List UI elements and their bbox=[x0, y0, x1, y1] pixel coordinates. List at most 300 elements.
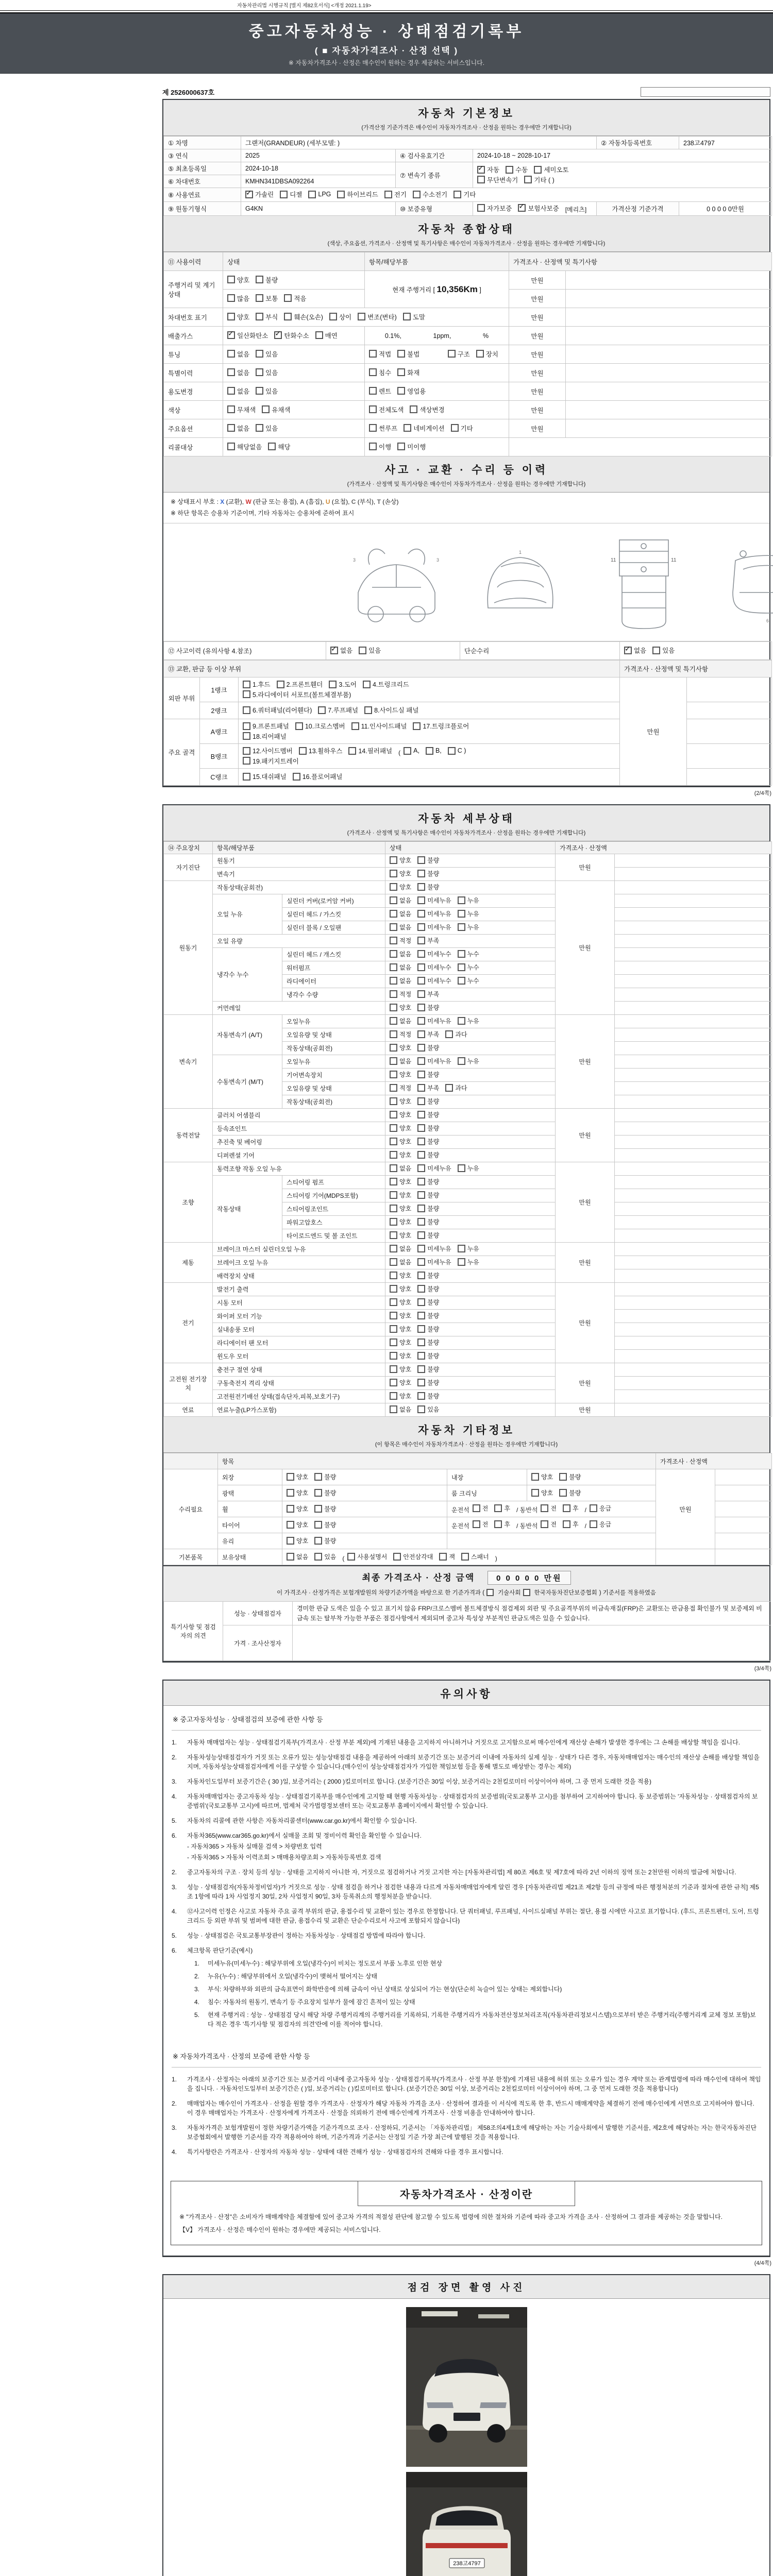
checkbox-양호[interactable] bbox=[287, 1489, 294, 1497]
checkbox-전[interactable] bbox=[541, 1520, 548, 1528]
checkbox-불량[interactable] bbox=[417, 1285, 425, 1293]
checkbox-양호[interactable] bbox=[531, 1489, 539, 1497]
checkbox-14-필러패널[interactable] bbox=[348, 747, 356, 755]
checkbox-option-양호 bbox=[390, 1338, 411, 1347]
checkbox-누유[interactable] bbox=[458, 910, 465, 918]
final-price-basis-post: ) 기준서를 적용하였음 bbox=[599, 1590, 656, 1597]
checkbox-불량[interactable] bbox=[256, 276, 263, 283]
checkbox-미세누수[interactable] bbox=[417, 977, 425, 985]
checkbox-16-플로어패널[interactable] bbox=[293, 773, 300, 781]
checkbox-과다[interactable] bbox=[445, 1084, 453, 1092]
checkbox-있음[interactable] bbox=[256, 368, 263, 376]
checkbox-option-없음 bbox=[390, 976, 411, 985]
checkbox-10-크로스멤버[interactable] bbox=[295, 722, 303, 730]
checkbox-렌트[interactable] bbox=[369, 387, 377, 395]
checkbox-수동[interactable] bbox=[506, 166, 513, 174]
checkbox-자동[interactable] bbox=[477, 166, 485, 174]
checkbox-있음[interactable] bbox=[652, 647, 660, 654]
checkbox-불량[interactable] bbox=[559, 1489, 567, 1497]
checkbox-많음[interactable] bbox=[227, 294, 235, 302]
checkbox-option-미세누수 bbox=[417, 976, 451, 985]
cell bbox=[715, 1469, 772, 1485]
checkbox-양호[interactable] bbox=[390, 1352, 397, 1360]
cell bbox=[656, 1549, 715, 1565]
checkbox-없음[interactable] bbox=[227, 424, 235, 432]
checkbox-5-라디에이터-서포트-볼트체결부품[interactable] bbox=[243, 690, 250, 698]
checkbox-없음[interactable] bbox=[624, 647, 632, 654]
checkbox-불량[interactable] bbox=[417, 1352, 425, 1360]
checkbox-양호[interactable] bbox=[390, 1312, 397, 1319]
final-price-basis bbox=[163, 1588, 769, 1597]
checkbox-12-사이드멤버[interactable] bbox=[243, 747, 250, 755]
notice-item-text: 자동차 매매업자는 성능 · 상태점검기록부(가격조사 · 산정 부분 제외)에 기재된 내용을 고지하지 아니하거나 거짓으로 고지함으로써 매수인에게 재산상 손해가 발생한 경우에는 그 손해를 배상할 책임을 집니다. bbox=[187, 1739, 741, 1747]
checkbox-불량[interactable] bbox=[314, 1505, 322, 1513]
cell bbox=[385, 1336, 556, 1350]
checkbox-8-사이드실-패널[interactable] bbox=[364, 706, 372, 714]
checkbox-부족[interactable] bbox=[417, 1084, 425, 1092]
checkbox-없음[interactable] bbox=[390, 1164, 397, 1172]
checkbox-불량[interactable] bbox=[417, 1138, 425, 1145]
checkbox-양호[interactable] bbox=[390, 883, 397, 891]
checkbox-7-루프패널[interactable] bbox=[318, 706, 326, 714]
checkbox-탄화수소[interactable] bbox=[274, 331, 282, 339]
checkbox-불량[interactable] bbox=[314, 1537, 322, 1545]
checkbox-18-리어패널[interactable] bbox=[243, 732, 250, 740]
checkbox-불량[interactable] bbox=[417, 1325, 425, 1333]
checkbox-17-트렁크플로어[interactable] bbox=[413, 722, 421, 730]
checkbox-jindan-association[interactable] bbox=[523, 1589, 530, 1596]
cell: ① 차명 bbox=[164, 137, 241, 149]
checkbox-a[interactable] bbox=[404, 747, 411, 755]
checkbox-15-대쉬패널[interactable] bbox=[243, 773, 250, 781]
checkbox-1-후드[interactable] bbox=[243, 681, 250, 688]
notice-item-number: 4. bbox=[172, 1793, 177, 1801]
checkbox-양호[interactable] bbox=[287, 1521, 294, 1529]
checkbox-기타[interactable] bbox=[451, 424, 459, 432]
checkbox-양호[interactable] bbox=[390, 1111, 397, 1118]
checkbox-해당없음[interactable] bbox=[227, 443, 235, 450]
checkbox-label: 적법 bbox=[379, 350, 392, 358]
checkbox-option-없음 bbox=[227, 368, 249, 377]
checkbox-없음[interactable] bbox=[390, 1258, 397, 1266]
checkbox-네비게이션[interactable] bbox=[404, 424, 411, 432]
checkbox-미세누유[interactable] bbox=[417, 1164, 425, 1172]
cell bbox=[615, 1403, 772, 1417]
notice-item bbox=[172, 2099, 761, 2117]
checkbox-양호[interactable] bbox=[390, 1365, 397, 1373]
checkbox-6-쿼터패널-리어휀다[interactable] bbox=[243, 706, 250, 714]
checkbox-없음[interactable] bbox=[390, 950, 397, 958]
checkbox-전[interactable] bbox=[473, 1520, 480, 1528]
checkbox-일산화탄소[interactable] bbox=[227, 331, 235, 339]
checkbox-적법[interactable] bbox=[369, 350, 377, 358]
cell bbox=[447, 1533, 656, 1549]
checkbox-lpg[interactable] bbox=[308, 191, 316, 198]
checkbox-label: 양호 bbox=[399, 1192, 412, 1199]
checkbox-누유[interactable] bbox=[458, 896, 465, 904]
checkbox-전기[interactable] bbox=[384, 191, 392, 198]
checkbox-매연[interactable] bbox=[315, 331, 323, 339]
checkbox-썬루프[interactable] bbox=[369, 424, 377, 432]
checkbox-있음[interactable] bbox=[256, 387, 263, 395]
checkbox-양호[interactable] bbox=[390, 1205, 397, 1212]
checkbox-있음[interactable] bbox=[256, 350, 263, 358]
checkbox-이행[interactable] bbox=[369, 443, 377, 450]
checkbox-불량[interactable] bbox=[314, 1521, 322, 1529]
checkbox-응급[interactable] bbox=[590, 1504, 597, 1512]
checkbox-해당[interactable] bbox=[268, 443, 276, 450]
checkbox-양호[interactable] bbox=[390, 1338, 397, 1346]
checkbox-label: 불량 bbox=[569, 1473, 581, 1481]
table-row bbox=[164, 935, 772, 948]
checkbox-전[interactable] bbox=[541, 1504, 548, 1512]
cell bbox=[385, 1390, 556, 1403]
cell: 배력장치 상태 bbox=[213, 1269, 385, 1283]
checkbox-잭[interactable] bbox=[439, 1553, 447, 1561]
checkbox-불량[interactable] bbox=[417, 1111, 425, 1118]
checkbox-안전삼각대[interactable] bbox=[393, 1553, 401, 1561]
checkbox-무채색[interactable] bbox=[227, 405, 235, 413]
checkbox-전체도색[interactable] bbox=[369, 405, 377, 413]
checkbox-없음[interactable] bbox=[390, 896, 397, 904]
checkbox-적정[interactable] bbox=[390, 990, 397, 998]
checkbox-미세누유[interactable] bbox=[417, 896, 425, 904]
checkbox-없음[interactable] bbox=[330, 647, 338, 654]
checkbox-양호[interactable] bbox=[227, 276, 235, 283]
checkbox-불량[interactable] bbox=[417, 1231, 425, 1239]
checkbox-양호[interactable] bbox=[287, 1505, 294, 1513]
checkbox-수소전기[interactable] bbox=[413, 191, 421, 198]
checkbox-후[interactable] bbox=[563, 1520, 570, 1528]
checkbox-부족[interactable] bbox=[417, 937, 425, 944]
cell bbox=[615, 1015, 772, 1028]
checkbox-불량[interactable] bbox=[417, 1272, 425, 1279]
checkbox-option-해당 bbox=[268, 442, 290, 451]
checkbox-없음[interactable] bbox=[390, 1017, 397, 1025]
checkbox-훼손-오손[interactable] bbox=[284, 313, 292, 320]
cell bbox=[615, 1243, 772, 1256]
checkbox-디젤[interactable] bbox=[280, 191, 288, 198]
checkbox-누유[interactable] bbox=[458, 1258, 465, 1266]
checkbox-누수[interactable] bbox=[458, 977, 465, 985]
checkbox-양호[interactable] bbox=[390, 1044, 397, 1052]
legend-line-2: ※ 하단 항목은 승용차 기준이며, 기타 자동차는 승용차에 준하여 표시 bbox=[171, 509, 355, 517]
checkbox-option-미세누유 bbox=[417, 896, 451, 905]
checkbox-없음[interactable] bbox=[390, 963, 397, 971]
cell bbox=[385, 1162, 556, 1176]
checkbox-option-잭 bbox=[439, 1552, 455, 1561]
checkbox-사용설명서[interactable] bbox=[347, 1553, 355, 1561]
checkbox-구조[interactable] bbox=[448, 350, 456, 358]
checkbox-침수[interactable] bbox=[369, 368, 377, 376]
table-row bbox=[164, 137, 772, 149]
checkbox-없음[interactable] bbox=[227, 368, 235, 376]
checkbox-스패너[interactable] bbox=[461, 1553, 469, 1561]
checkbox-없음[interactable] bbox=[390, 923, 397, 931]
checkbox-불량[interactable] bbox=[417, 883, 425, 891]
checkbox-과다[interactable] bbox=[445, 1030, 453, 1038]
cell bbox=[615, 1162, 772, 1176]
checkbox-b[interactable] bbox=[426, 747, 433, 755]
cell bbox=[687, 769, 772, 786]
checkbox-불량[interactable] bbox=[417, 1191, 425, 1199]
checkbox-없음[interactable] bbox=[390, 1057, 397, 1065]
section-detail-subtitle: (가격조사 · 산정액 및 특기사항은 매수인이 자동차가격조사 · 산정을 원하는 경우에만 기재합니다) bbox=[347, 830, 586, 837]
checkbox-미세누수[interactable] bbox=[417, 963, 425, 971]
checkbox-option-유채색 bbox=[262, 405, 290, 414]
cell bbox=[615, 1377, 772, 1390]
checkbox-불량[interactable] bbox=[417, 1312, 425, 1319]
checkbox-양호[interactable] bbox=[390, 1151, 397, 1159]
checkbox-11-인사이드패널[interactable] bbox=[351, 722, 359, 730]
checkbox-4-트렁크리드[interactable] bbox=[363, 681, 371, 688]
checkbox-9-프론트패널[interactable] bbox=[243, 722, 250, 730]
checkbox-보통[interactable] bbox=[256, 294, 263, 302]
checkbox-후[interactable] bbox=[494, 1520, 502, 1528]
checkbox-불량[interactable] bbox=[314, 1489, 322, 1497]
checkbox-option-불량 bbox=[417, 856, 439, 865]
checkbox-label: 불량 bbox=[427, 1299, 440, 1307]
checkbox-적정[interactable] bbox=[390, 1030, 397, 1038]
checkbox-없음[interactable] bbox=[227, 350, 235, 358]
cell: 만원 bbox=[509, 401, 566, 419]
checkbox-양호[interactable] bbox=[287, 1473, 294, 1481]
checkbox-없음[interactable] bbox=[390, 977, 397, 985]
cell: 와이퍼 모터 기능 bbox=[213, 1310, 385, 1323]
checkbox-부족[interactable] bbox=[417, 990, 425, 998]
checkbox-불량[interactable] bbox=[417, 1298, 425, 1306]
checkbox-양호[interactable] bbox=[390, 1379, 397, 1386]
checkbox-없음[interactable] bbox=[287, 1553, 294, 1561]
checkbox-gisulsahoe[interactable] bbox=[486, 1589, 494, 1596]
checkbox-양호[interactable] bbox=[227, 313, 235, 320]
checkbox-2-프론트휀더[interactable] bbox=[277, 681, 284, 688]
checkbox-적정[interactable] bbox=[390, 937, 397, 944]
checkbox-양호[interactable] bbox=[390, 1138, 397, 1145]
checkbox-불량[interactable] bbox=[417, 1365, 425, 1373]
notice-item-text: 자동차매매업자는 중고자동차 성능 · 상태점검기록부를 매수인에게 고지할 때 현행 자동차성능 · 상태점검자의 보증범위(국토교통부 고시)를 첨부하여 고지하여야 합니다. 동 보증범위는 '자동차성능 · 상태점검자의 보증범위'(국토교통부 고시)에 따르며, 법제처 국가법령정보센터 또는 국토교통부 홈페이지에서 확인할 수 있습니다. bbox=[187, 1793, 758, 1810]
checkbox-기타[interactable] bbox=[524, 176, 532, 183]
checkbox-누유[interactable] bbox=[458, 923, 465, 931]
checkbox-하이브리드[interactable] bbox=[337, 191, 345, 198]
checkbox-없음[interactable] bbox=[227, 387, 235, 395]
option-text: ( bbox=[398, 749, 401, 756]
checkbox-option-있음 bbox=[652, 646, 675, 655]
cell: 만원 bbox=[556, 1403, 615, 1417]
checkbox-option-누유 bbox=[458, 1057, 479, 1065]
checkbox-누유[interactable] bbox=[458, 1164, 465, 1172]
option-text: / 동반석 bbox=[516, 1506, 538, 1514]
checkbox-label: 누유 bbox=[467, 1165, 479, 1173]
checkbox-불량[interactable] bbox=[417, 870, 425, 877]
checkbox-불량[interactable] bbox=[417, 1379, 425, 1386]
checkbox-양호[interactable] bbox=[390, 1392, 397, 1400]
checkbox-label: 부족 bbox=[427, 1084, 440, 1092]
table-row bbox=[164, 327, 772, 345]
checkbox-상이[interactable] bbox=[329, 313, 337, 320]
checkbox-있음[interactable] bbox=[359, 647, 366, 654]
checkbox-불량[interactable] bbox=[417, 1097, 425, 1105]
notice-item bbox=[172, 1738, 761, 1747]
cell: 동력조향 작동 오일 누유 bbox=[213, 1162, 385, 1176]
checkbox-없음[interactable] bbox=[390, 1405, 397, 1413]
checkbox-option-양호 bbox=[390, 1204, 411, 1213]
cell: 2025 bbox=[241, 149, 396, 162]
checkbox-불량[interactable] bbox=[417, 1071, 425, 1078]
checkbox-불량[interactable] bbox=[417, 856, 425, 864]
checkbox-불량[interactable] bbox=[417, 1338, 425, 1346]
checkbox-없음[interactable] bbox=[390, 1245, 397, 1252]
checkbox-label: 유채색 bbox=[272, 406, 291, 414]
checkbox-미세누유[interactable] bbox=[417, 923, 425, 931]
svg-text:3: 3 bbox=[436, 557, 440, 563]
checkbox-양호[interactable] bbox=[390, 1231, 397, 1239]
checkbox-불량[interactable] bbox=[417, 1151, 425, 1159]
header-cell: 가격조사 · 산정액 및 특기사항 bbox=[509, 252, 772, 271]
checkbox-있음[interactable] bbox=[256, 424, 263, 432]
checkbox-13-휠하우스[interactable] bbox=[299, 747, 307, 755]
checkbox-적정[interactable] bbox=[390, 1084, 397, 1092]
checkbox-option-양호 bbox=[227, 312, 249, 321]
checkbox-자가보증[interactable] bbox=[477, 204, 485, 212]
checkbox-후[interactable] bbox=[563, 1504, 570, 1512]
checkbox-양호[interactable] bbox=[390, 1191, 397, 1199]
checkbox-불량[interactable] bbox=[417, 1004, 425, 1011]
checkbox-불법[interactable] bbox=[397, 350, 405, 358]
checkbox-미이행[interactable] bbox=[397, 443, 405, 450]
checkbox-색상변경[interactable] bbox=[410, 405, 417, 413]
checkbox-불량[interactable] bbox=[559, 1473, 567, 1481]
checkbox-전[interactable] bbox=[473, 1504, 480, 1512]
checkbox-option-영업용 bbox=[397, 386, 426, 396]
checkbox-불량[interactable] bbox=[417, 1178, 425, 1185]
cell bbox=[715, 1501, 772, 1517]
checkbox-영업용[interactable] bbox=[397, 387, 405, 395]
checkbox-누수[interactable] bbox=[458, 950, 465, 958]
checkbox-option-장치 bbox=[476, 349, 498, 359]
checkbox-미세누유[interactable] bbox=[417, 1017, 425, 1025]
cell: 동력전달 bbox=[164, 1109, 213, 1162]
checkbox-누유[interactable] bbox=[458, 1057, 465, 1065]
checkbox-적음[interactable] bbox=[284, 294, 292, 302]
checkbox-도말[interactable] bbox=[403, 313, 411, 320]
notice-item bbox=[172, 1753, 761, 1771]
checkbox-양호[interactable] bbox=[390, 1071, 397, 1078]
checkbox-없음[interactable] bbox=[390, 910, 397, 918]
cell bbox=[615, 1363, 772, 1377]
checkbox-가솔린[interactable] bbox=[245, 191, 253, 198]
checkbox-누유[interactable] bbox=[458, 1245, 465, 1252]
checkbox-양호[interactable] bbox=[390, 1272, 397, 1279]
car-diagram-front-icon bbox=[473, 531, 568, 634]
checkbox-양호[interactable] bbox=[287, 1537, 294, 1545]
checkbox-미세누유[interactable] bbox=[417, 1245, 425, 1252]
checkbox-option-불량 bbox=[314, 1504, 336, 1513]
checkbox-누유[interactable] bbox=[458, 1017, 465, 1025]
checkbox-양호[interactable] bbox=[390, 1285, 397, 1293]
checkbox-불량[interactable] bbox=[417, 1218, 425, 1226]
checkbox-부족[interactable] bbox=[417, 1030, 425, 1038]
checkbox-보험사보증[interactable] bbox=[518, 204, 526, 212]
checkbox-3-도어[interactable] bbox=[329, 681, 337, 688]
page-3 bbox=[162, 1680, 770, 2257]
checkbox-불량[interactable] bbox=[314, 1473, 322, 1481]
checkbox-장치[interactable] bbox=[476, 350, 484, 358]
checkbox-부식[interactable] bbox=[256, 313, 263, 320]
cell: G4KN bbox=[241, 201, 396, 216]
checkbox-양호[interactable] bbox=[390, 856, 397, 864]
checkbox-양호[interactable] bbox=[390, 1298, 397, 1306]
checkbox-option-19-패키지트레이 bbox=[243, 756, 299, 766]
checkbox-label: 자동 bbox=[487, 166, 500, 174]
checkbox-무단변속기[interactable] bbox=[477, 176, 485, 183]
checkbox-기타[interactable] bbox=[453, 191, 461, 198]
checkbox-label: 자가보증 bbox=[487, 205, 512, 212]
table-row bbox=[164, 1055, 772, 1069]
checkbox-option-c bbox=[448, 747, 466, 755]
checkbox-c[interactable] bbox=[448, 747, 456, 755]
cell bbox=[615, 1336, 772, 1350]
cell: 실린더 커버(로커암 커버) bbox=[282, 894, 385, 908]
checkbox-label: 7.루프패널 bbox=[328, 707, 359, 715]
cell bbox=[620, 642, 772, 660]
checkbox-양호[interactable] bbox=[390, 1218, 397, 1226]
checkbox-누수[interactable] bbox=[458, 963, 465, 971]
checkbox-세미오토[interactable] bbox=[534, 166, 542, 174]
checkbox-양호[interactable] bbox=[390, 1178, 397, 1185]
checkbox-있음[interactable] bbox=[314, 1553, 322, 1561]
checkbox-label: 전 bbox=[482, 1521, 489, 1529]
cell bbox=[385, 1069, 556, 1082]
checkbox-변조-변타[interactable] bbox=[358, 313, 365, 320]
checkbox-미세누수[interactable] bbox=[417, 950, 425, 958]
cell: 타이어 bbox=[218, 1517, 282, 1533]
cell: 만원 bbox=[556, 854, 615, 881]
checkbox-option-불량 bbox=[417, 1070, 439, 1079]
checkbox-불량[interactable] bbox=[417, 1124, 425, 1132]
checkbox-option-누수 bbox=[458, 963, 479, 972]
final-price-label: 최종 가격조사 · 산정 금액 bbox=[362, 1573, 475, 1583]
checkbox-양호[interactable] bbox=[390, 1097, 397, 1105]
checkbox-양호[interactable] bbox=[390, 1004, 397, 1011]
checkbox-있음[interactable] bbox=[417, 1405, 425, 1413]
cell bbox=[385, 1082, 556, 1095]
cell: 오일 누유 bbox=[213, 894, 282, 935]
checkbox-불량[interactable] bbox=[417, 1392, 425, 1400]
checkbox-양호[interactable] bbox=[390, 870, 397, 877]
checkbox-미세누유[interactable] bbox=[417, 910, 425, 918]
checkbox-양호[interactable] bbox=[390, 1325, 397, 1333]
cell: 파워고압호스 bbox=[282, 1216, 385, 1229]
cell bbox=[473, 201, 597, 216]
checkbox-불량[interactable] bbox=[417, 1044, 425, 1052]
checkbox-화재[interactable] bbox=[397, 368, 405, 376]
checkbox-응급[interactable] bbox=[590, 1520, 597, 1528]
header-cell: 가격조사 · 산정액 bbox=[556, 842, 772, 854]
checkbox-19-패키지트레이[interactable] bbox=[243, 757, 250, 765]
checkbox-option-양호 bbox=[531, 1472, 553, 1481]
checkbox-유채색[interactable] bbox=[262, 405, 270, 413]
checkbox-양호[interactable] bbox=[390, 1124, 397, 1132]
notice-item-text: 성능 · 상태점검자(자동차정비업자)가 거짓으로 성능 · 상태 점검을 하거나 점검한 내용과 다르게 자동차매매업자에게 알린 경우 [자동차관리법 제21조 제2항 등의 규정에 따른 행정처분의 기준과 절차에 관한 규칙] 제5조 1항에 따라 1차 사업정지 30일, 2차 사업정지 90일, 3차 등록취소의 행정처분을 받습니다. bbox=[187, 1884, 759, 1901]
checkbox-미세누유[interactable] bbox=[417, 1258, 425, 1266]
checkbox-후[interactable] bbox=[494, 1504, 502, 1512]
checkbox-불량[interactable] bbox=[417, 1205, 425, 1212]
checkbox-양호[interactable] bbox=[531, 1473, 539, 1481]
table-row bbox=[164, 642, 772, 660]
cell bbox=[615, 1109, 772, 1122]
checkbox-미세누유[interactable] bbox=[417, 1057, 425, 1065]
